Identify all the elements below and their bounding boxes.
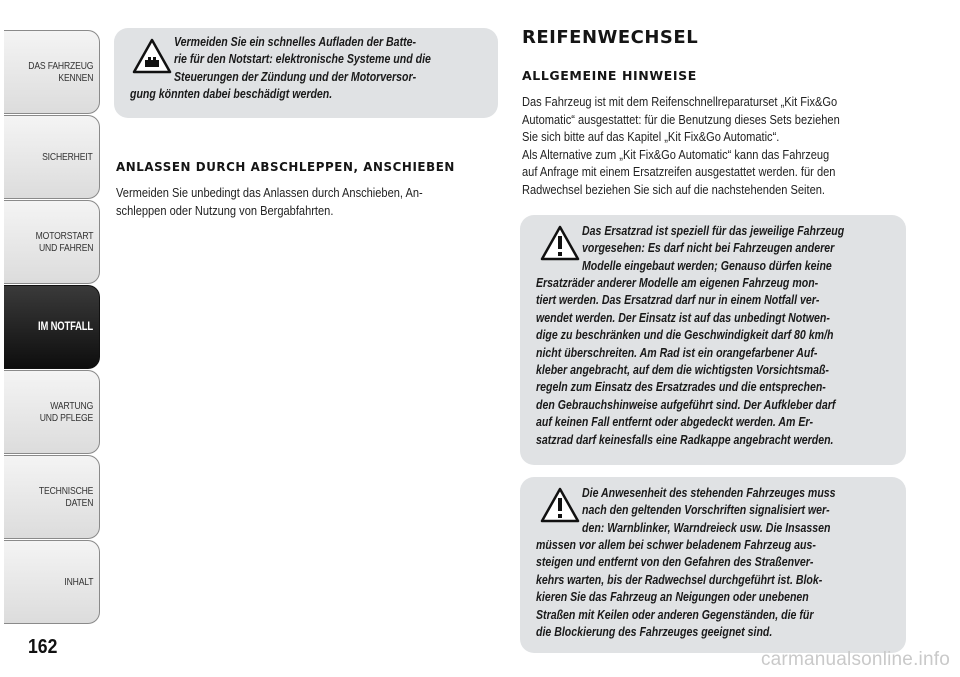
warning-line: die Blockierung des Fahrzeuges geeignet sind.	[536, 625, 773, 640]
subheading-allgemeine-hinweise: ALLGEMEINE HINWEISE	[522, 68, 697, 83]
warning-line: kieren Sie das Fahrzeug an Neigungen oder unebenen	[536, 590, 809, 605]
paragraph-line: Radwechsel beziehen Sie sich auf die nachstehenden Seiten.	[522, 181, 826, 197]
warning-line: Die Anwesenheit des stehenden Fahrzeuges muss	[582, 486, 836, 500]
paragraph-line: Das Fahrzeug ist mit dem Reifenschnellreparaturset „Kit Fix&Go	[522, 94, 838, 109]
section-heading-anlassen: ANLASSEN DURCH ABSCHLEPPEN, ANSCHIEBEN	[116, 159, 455, 174]
warning-spare-lines-bottom	[536, 275, 835, 449]
warning-line: wendet werden. Der Einsatz ist auf das unbedingt Notwen-	[536, 310, 830, 325]
warning-line: satzrad darf keinesfalls eine Radkappe angebracht werden.	[536, 432, 834, 447]
paragraph-line: schleppen oder Nutzung von Bergabfahrten.	[116, 202, 334, 218]
battery-warning-icon	[132, 38, 172, 74]
warning-line: Ersatzräder anderer Modelle am eigenen Fahrzeug mon-	[536, 276, 819, 290]
tab-wartung-und-pflege[interactable]	[4, 370, 100, 454]
tab-label: TECHNISCHE DATEN	[38, 485, 93, 509]
warning-line: kehrs warten, bis der Radwechsel durchgeführt ist. Blok-	[536, 572, 823, 587]
page-number: 162	[28, 636, 58, 658]
tab-motorstart-und-fahren[interactable]	[4, 200, 100, 284]
warning-line: müssen vor allem bei schwer beladenem Fahrzeug aus-	[536, 538, 816, 552]
warning-line: Straßen mit Keilen oder anderen Gegenständen, die für	[536, 607, 814, 622]
warning-line: Das Ersatzrad ist speziell für das jeweilige Fahrzeug	[582, 224, 845, 238]
paragraph-line: Als Alternative zum „Kit Fix&Go Automatic“ kann das Fahrzeug	[522, 146, 830, 162]
warning-line: regeln zum Einsatz des Ersatzrades und die entsprechen-	[536, 380, 826, 395]
warning-line: steigen und entfernt von den Gefahren des Straßenver-	[536, 555, 814, 570]
paragraph-line: Automatic“ ausgestattet: für die Benutzung dieses Sets beziehen	[522, 111, 840, 127]
warning-line: den Gebrauchshinweise aufgeführt sind. Der Aufkleber darf	[536, 397, 836, 412]
warning-box-battery	[114, 28, 498, 118]
tab-technische-daten[interactable]	[4, 455, 100, 539]
tab-label: IM NOTFALL	[38, 321, 93, 333]
warning-line: dige zu beschränken und die Geschwindigkeit darf 80 km/h	[536, 328, 834, 343]
paragraph-line: Sie sich bitte auf das Kapitel „Kit Fix&Go Automatic“.	[522, 129, 780, 144]
warning-line: Vermeiden Sie ein schnelles Aufladen der Batte-	[174, 35, 417, 49]
warning-line: nach den geltenden Vorschriften signalisiert wer-	[582, 503, 830, 518]
warning-line: kleber angebracht, auf dem die wichtigsten Vorsichtsmaß-	[536, 363, 829, 378]
reifenwechsel-paragraph	[522, 93, 840, 198]
tab-label: DAS FAHRZEUG KENNEN	[27, 60, 93, 84]
warning-box-spare-wheel	[520, 215, 906, 465]
tab-sicherheit[interactable]	[4, 115, 100, 199]
warning-line: vorgesehen: Es darf nicht bei Fahrzeugen anderer	[582, 241, 835, 256]
watermark: carmanualsonline.info	[760, 649, 950, 670]
warning-triangle-icon	[540, 225, 580, 261]
tab-im-notfall[interactable]	[4, 285, 100, 369]
warning-presence-lines-top	[582, 485, 836, 537]
warning-battery-lines-bottom	[130, 86, 332, 103]
tab-label: INHALT	[63, 576, 93, 588]
tab-inhalt[interactable]	[4, 540, 100, 624]
warning-line: auf keinen Fall entfernt oder abgedeckt werden. Am Er-	[536, 415, 814, 430]
page-title: REIFENWECHSEL	[522, 27, 699, 48]
tab-label: MOTORSTART UND FAHREN	[35, 230, 93, 254]
warning-line: nicht überschreiten. Am Rad ist ein orangefarbener Auf-	[536, 345, 818, 360]
tab-label: WARTUNG UND PFLEGE	[39, 400, 93, 424]
warning-line: den: Warnblinker, Warndreieck usw. Die Insassen	[582, 520, 831, 535]
warning-presence-lines-bottom	[536, 537, 822, 641]
warning-box-vehicle-presence	[520, 477, 906, 653]
tab-das-fahrzeug-kennen[interactable]	[4, 30, 100, 114]
warning-battery-lines-top	[174, 34, 431, 86]
tab-label: SICHERHEIT	[42, 151, 93, 163]
paragraph-line: auf Anfrage mit einem Ersatzreifen ausgestattet werden. für den	[522, 164, 836, 179]
warning-line: tiert werden. Das Ersatzrad darf nur in einem Notfall ver-	[536, 293, 820, 308]
warning-line: Modelle eingebaut werden; Genauso dürfen keine	[582, 258, 832, 273]
chapter-tabs	[0, 0, 102, 677]
warning-line: rie für den Notstart: elektronische Systeme und die	[174, 52, 431, 67]
paragraph-line: Vermeiden Sie unbedingt das Anlassen durch Anschieben, An-	[116, 185, 423, 200]
warning-triangle-icon	[540, 487, 580, 523]
warning-line: gung könnten dabei beschädigt werden.	[130, 87, 333, 101]
warning-line: Steuerungen der Zündung und der Motorversor-	[174, 69, 417, 84]
anlassen-paragraph	[116, 184, 423, 219]
warning-spare-lines-top	[582, 223, 844, 275]
